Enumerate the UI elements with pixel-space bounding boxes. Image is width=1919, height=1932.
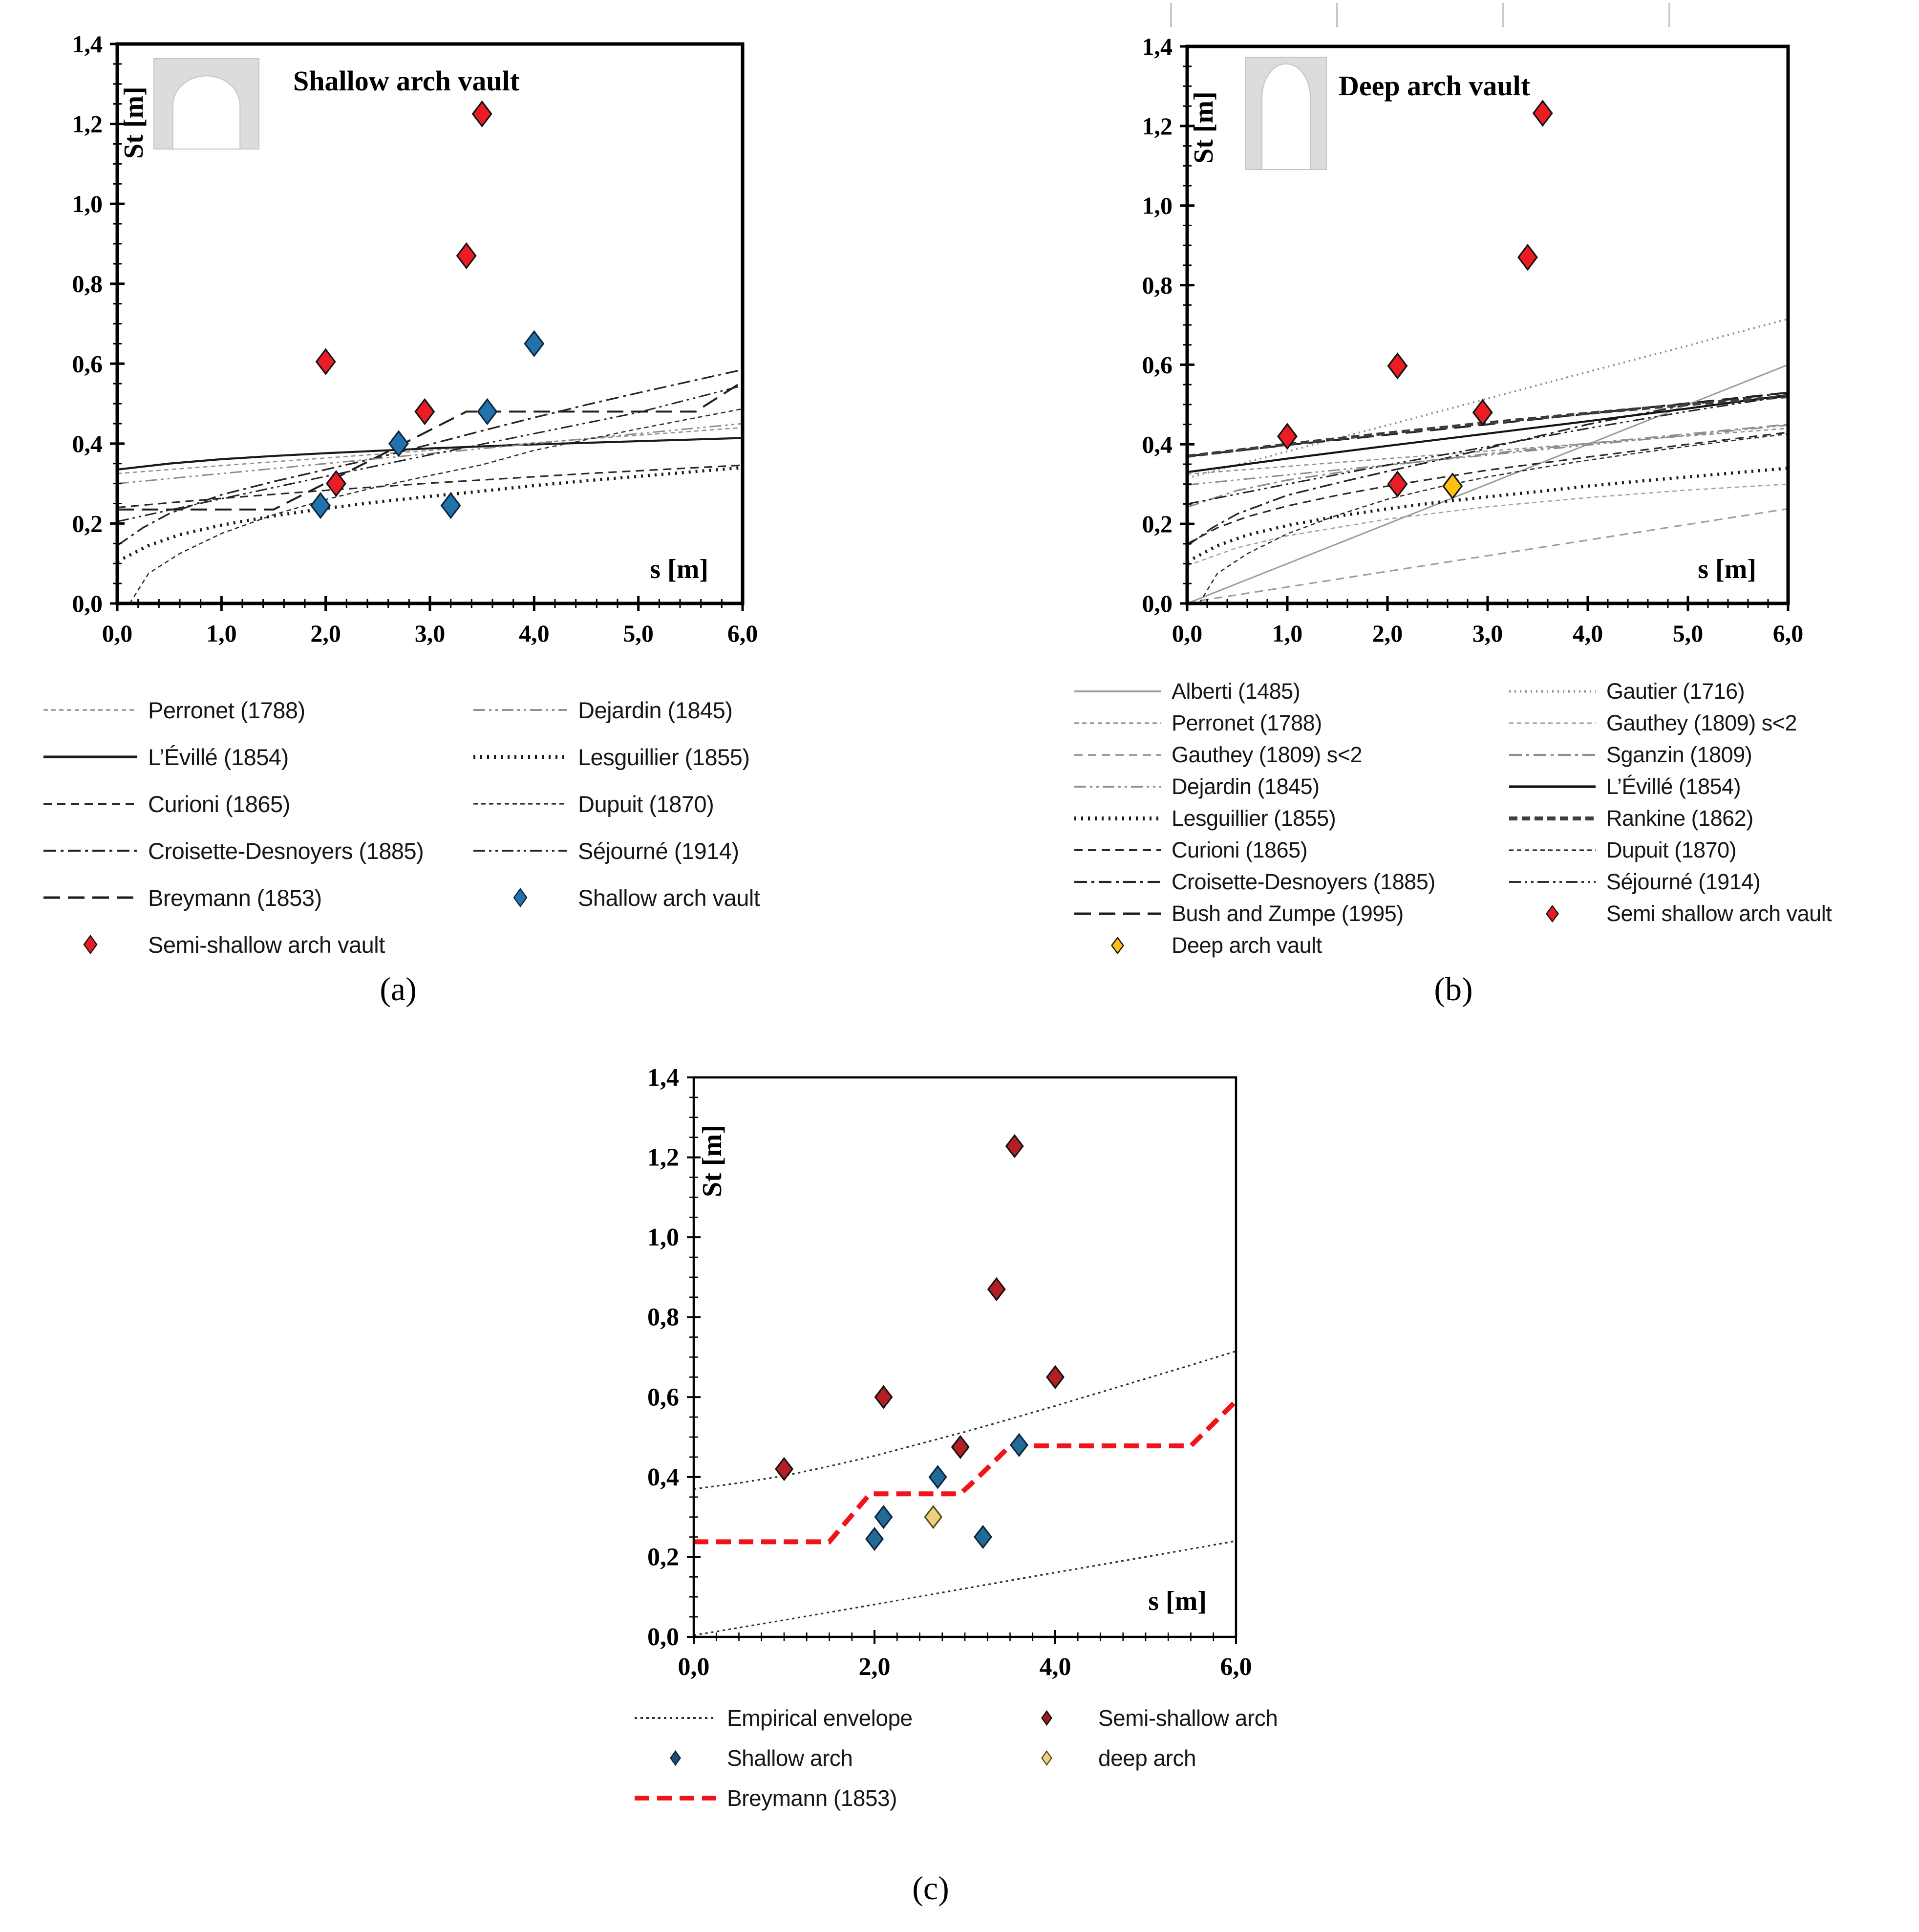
svg-text:1,4: 1,4 bbox=[647, 1064, 679, 1092]
svg-text:3,0: 3,0 bbox=[414, 620, 446, 647]
scatter-semi-shallow-arch-vault bbox=[317, 102, 491, 496]
scatter-deep-arch-vault bbox=[1443, 474, 1462, 498]
legend-label: Dejardin (1845) bbox=[578, 697, 733, 723]
legend-label: Séjourné (1914) bbox=[578, 837, 739, 864]
legend-line-swatch bbox=[1507, 871, 1598, 893]
diamond-marker-icon bbox=[1518, 245, 1537, 270]
svg-text:6,0: 6,0 bbox=[1220, 1653, 1252, 1681]
svg-text:1,0: 1,0 bbox=[1272, 620, 1303, 647]
legend-item-croisette-desnoyers-1885 bbox=[42, 827, 471, 874]
svg-text:1,4: 1,4 bbox=[72, 30, 103, 58]
legend-deep-chart bbox=[1072, 675, 1918, 961]
svg-text:0,6: 0,6 bbox=[1142, 351, 1173, 379]
legend-label: Dejardin (1845) bbox=[1172, 773, 1320, 799]
svg-text:0,8: 0,8 bbox=[72, 270, 103, 298]
legend-line-swatch bbox=[471, 699, 569, 721]
legend-item-semi-shallow-arch-vault bbox=[1507, 898, 1918, 929]
caption-a: (a) bbox=[380, 970, 417, 1008]
diamond-marker-icon bbox=[525, 331, 543, 356]
line-empirical-envelope-upper bbox=[694, 1351, 1236, 1489]
svg-text:0,0: 0,0 bbox=[678, 1653, 710, 1681]
x-axis-label: s [m] bbox=[1698, 554, 1756, 584]
legend-item-curioni-1865 bbox=[1072, 834, 1507, 866]
chart-title: Shallow arch vault bbox=[293, 65, 520, 97]
legend-item-l-vill-1854 bbox=[42, 733, 471, 780]
legend-shallow-chart bbox=[42, 687, 833, 968]
legend-line-swatch bbox=[42, 886, 139, 909]
legend-item-empirical-envelope bbox=[633, 1698, 1004, 1738]
legend-item-dupuit-1870 bbox=[1507, 834, 1918, 866]
diamond-marker-icon bbox=[1006, 1136, 1023, 1157]
legend-label: Lesguillier (1855) bbox=[1172, 805, 1336, 831]
diamond-marker-icon bbox=[633, 1747, 718, 1769]
diamond-marker-icon bbox=[930, 1466, 946, 1488]
svg-text:5,0: 5,0 bbox=[1672, 620, 1704, 647]
diamond-marker-icon bbox=[988, 1278, 1005, 1300]
legend-item-s-journ-1914 bbox=[471, 827, 833, 874]
chart-deep-arch-vault bbox=[1099, 15, 1808, 677]
scatter-semi-shallow-arch bbox=[776, 1136, 1064, 1480]
diamond-marker-icon bbox=[42, 933, 139, 956]
svg-text:1,2: 1,2 bbox=[72, 110, 103, 138]
legend-label: Gautier (1716) bbox=[1606, 678, 1745, 704]
diamond-marker-icon bbox=[1388, 472, 1407, 496]
legend-label: Semi-shallow arch bbox=[1098, 1705, 1278, 1731]
legend-line-swatch bbox=[1507, 839, 1598, 861]
legend-item-l-vill-1854 bbox=[1507, 771, 1918, 802]
legend-label: Lesguillier (1855) bbox=[578, 744, 750, 770]
svg-text:6,0: 6,0 bbox=[1772, 620, 1804, 647]
diamond-marker-icon bbox=[471, 886, 569, 909]
svg-text:0,2: 0,2 bbox=[72, 510, 103, 537]
diamond-marker-icon bbox=[1072, 935, 1163, 956]
svg-text:2,0: 2,0 bbox=[1372, 620, 1403, 647]
legend-label: Empirical envelope bbox=[727, 1705, 913, 1731]
legend-item-croisette-desnoyers-1885 bbox=[1072, 866, 1507, 898]
legend-label: Alberti (1485) bbox=[1172, 678, 1301, 704]
legend-item-bush-and-zumpe-1995 bbox=[1072, 898, 1507, 929]
legend-line-swatch bbox=[1072, 744, 1163, 766]
legend-item-deep-arch bbox=[1004, 1738, 1326, 1778]
legend-line-swatch bbox=[1507, 712, 1598, 734]
chart-title: Deep arch vault bbox=[1339, 70, 1531, 102]
diamond-marker-icon bbox=[389, 431, 408, 456]
legend-item-dupuit-1870 bbox=[471, 780, 833, 827]
x-axis-label: s [m] bbox=[1148, 1586, 1207, 1616]
plot-border bbox=[1187, 46, 1788, 603]
legend-line-swatch bbox=[633, 1707, 718, 1729]
caption-b: (b) bbox=[1434, 970, 1473, 1008]
svg-text:4,0: 4,0 bbox=[1572, 620, 1603, 647]
legend-line-swatch bbox=[42, 699, 139, 721]
svg-text:1,0: 1,0 bbox=[1142, 192, 1173, 219]
line-lesguillier-1855 bbox=[1187, 468, 1788, 561]
y-tick-labels bbox=[1142, 33, 1173, 617]
legend-line-swatch bbox=[1072, 903, 1163, 924]
legend-item-dejardin-1845 bbox=[1072, 771, 1507, 802]
svg-text:5,0: 5,0 bbox=[623, 620, 654, 647]
line-lesguillier-1855 bbox=[117, 468, 743, 561]
legend-item-s-journ-1914 bbox=[1507, 866, 1918, 898]
plot-border bbox=[694, 1077, 1236, 1637]
legend-label: Dupuit (1870) bbox=[578, 791, 714, 817]
legend-line-swatch bbox=[1072, 808, 1163, 829]
legend-item-perronet-1788 bbox=[1072, 707, 1507, 739]
legend-item-shallow-arch bbox=[633, 1738, 1004, 1778]
caption-c: (c) bbox=[912, 1869, 949, 1907]
svg-text:0,2: 0,2 bbox=[1142, 510, 1173, 538]
legend-label: Semi shallow arch vault bbox=[1606, 901, 1832, 926]
line-sganzin-1809 bbox=[1187, 425, 1788, 507]
diamond-marker-icon bbox=[952, 1437, 969, 1458]
legend-label: Semi-shallow arch vault bbox=[148, 931, 385, 958]
svg-text:0,0: 0,0 bbox=[72, 590, 103, 617]
diamond-marker-icon bbox=[866, 1528, 883, 1550]
y-axis-label: St [m] bbox=[697, 1125, 727, 1197]
svg-text:4,0: 4,0 bbox=[1039, 1653, 1071, 1681]
diamond-marker-icon bbox=[317, 349, 335, 374]
legend-line-swatch bbox=[42, 746, 139, 768]
legend-line-swatch bbox=[1072, 839, 1163, 861]
diamond-marker-icon bbox=[1004, 1747, 1089, 1769]
line-series-group bbox=[117, 370, 743, 603]
legend-item-semi-shallow-arch-vault bbox=[42, 921, 471, 968]
legend-item-gauthey-1809-s-2 bbox=[1072, 739, 1507, 771]
diamond-marker-icon bbox=[875, 1506, 892, 1528]
x-tick-labels bbox=[1172, 620, 1804, 647]
legend-label: Perronet (1788) bbox=[148, 697, 305, 723]
x-axis-label: s [m] bbox=[650, 554, 708, 584]
legend-item-deep-arch-vault bbox=[1072, 929, 1507, 961]
svg-text:2,0: 2,0 bbox=[310, 620, 341, 647]
legend-item-breymann-1853 bbox=[42, 874, 471, 921]
svg-text:0,0: 0,0 bbox=[1172, 620, 1203, 647]
legend-label: Croisette-Desnoyers (1885) bbox=[148, 837, 424, 864]
svg-text:1,4: 1,4 bbox=[1142, 33, 1173, 60]
svg-text:3,0: 3,0 bbox=[1472, 620, 1503, 647]
deep-arch-icon bbox=[1246, 57, 1326, 170]
svg-text:0,0: 0,0 bbox=[647, 1623, 679, 1651]
diamond-marker-icon bbox=[415, 399, 434, 424]
shallow-arch-icon bbox=[154, 59, 259, 149]
legend-label: Gauthey (1809) s<2 bbox=[1606, 710, 1797, 735]
chart-envelope-summary bbox=[601, 1048, 1260, 1710]
scatter-deep-arch bbox=[925, 1506, 941, 1528]
svg-text:0,8: 0,8 bbox=[1142, 271, 1173, 299]
legend-line-swatch bbox=[633, 1787, 718, 1809]
y-axis-label: St [m] bbox=[1189, 91, 1219, 164]
svg-text:0,2: 0,2 bbox=[647, 1543, 679, 1571]
svg-text:1,0: 1,0 bbox=[72, 190, 103, 218]
legend-item-lesguillier-1855 bbox=[471, 733, 833, 780]
svg-text:6,0: 6,0 bbox=[727, 620, 758, 647]
legend-label: Shallow arch vault bbox=[578, 884, 760, 911]
legend-line-swatch bbox=[1072, 776, 1163, 797]
svg-text:2,0: 2,0 bbox=[858, 1653, 891, 1681]
legend-line-swatch bbox=[1507, 776, 1598, 797]
diamond-marker-icon bbox=[1534, 101, 1552, 126]
y-axis-label: St [m] bbox=[119, 86, 149, 159]
legend-label: Breymann (1853) bbox=[148, 884, 322, 911]
legend-label: Perronet (1788) bbox=[1172, 710, 1322, 735]
legend-label: Curioni (1865) bbox=[1172, 837, 1308, 862]
legend-line-swatch bbox=[1072, 681, 1163, 702]
legend-line-swatch bbox=[471, 746, 569, 768]
diamond-marker-icon bbox=[478, 399, 496, 424]
diamond-marker-icon bbox=[1443, 474, 1462, 498]
svg-text:0,6: 0,6 bbox=[72, 350, 103, 378]
legend-line-swatch bbox=[1507, 808, 1598, 829]
line-breymann-1853 bbox=[694, 1401, 1236, 1542]
legend-line-swatch bbox=[1072, 712, 1163, 734]
diamond-marker-icon bbox=[975, 1526, 991, 1548]
diamond-marker-icon bbox=[1473, 400, 1492, 425]
diamond-marker-icon bbox=[1004, 1707, 1089, 1729]
legend-summary-chart bbox=[633, 1698, 1326, 1818]
svg-text:0,4: 0,4 bbox=[1142, 430, 1173, 458]
x-tick-labels bbox=[678, 1653, 1252, 1681]
svg-text:1,0: 1,0 bbox=[647, 1224, 679, 1252]
diamond-marker-icon bbox=[311, 494, 330, 518]
legend-item-rankine-1862 bbox=[1507, 802, 1918, 834]
svg-text:1,2: 1,2 bbox=[1142, 112, 1173, 140]
svg-text:0,6: 0,6 bbox=[647, 1383, 679, 1412]
legend-label: Deep arch vault bbox=[1172, 932, 1322, 958]
legend-label: deep arch bbox=[1098, 1745, 1196, 1771]
legend-item-curioni-1865 bbox=[42, 780, 471, 827]
svg-text:0,4: 0,4 bbox=[647, 1463, 679, 1491]
svg-text:0,8: 0,8 bbox=[647, 1303, 679, 1331]
diamond-marker-icon bbox=[1507, 903, 1598, 924]
axis-ticks bbox=[110, 44, 743, 611]
diamond-marker-icon bbox=[457, 243, 476, 268]
diamond-marker-icon bbox=[1047, 1366, 1064, 1388]
legend-label: Séjourné (1914) bbox=[1606, 869, 1761, 894]
diamond-marker-icon bbox=[925, 1506, 941, 1528]
legend-item-semi-shallow-arch bbox=[1004, 1698, 1326, 1738]
axis-ticks bbox=[1180, 46, 1788, 611]
legend-label: Croisette-Desnoyers (1885) bbox=[1172, 869, 1435, 894]
line-perronet-1788 bbox=[117, 428, 743, 473]
legend-item-shallow-arch-vault bbox=[471, 874, 833, 921]
svg-text:1,2: 1,2 bbox=[647, 1143, 679, 1172]
diamond-marker-icon bbox=[875, 1386, 892, 1408]
legend-label: Sganzin (1809) bbox=[1606, 742, 1752, 767]
legend-item-dejardin-1845 bbox=[471, 687, 833, 733]
legend-item-gautier-1716 bbox=[1507, 675, 1918, 707]
legend-label: Gauthey (1809) s<2 bbox=[1172, 742, 1363, 767]
legend-item-breymann-1853 bbox=[633, 1778, 1004, 1818]
chart-shallow-arch-vault bbox=[27, 15, 769, 677]
legend-line-swatch bbox=[471, 839, 569, 862]
svg-text:4,0: 4,0 bbox=[519, 620, 550, 647]
svg-text:0,4: 0,4 bbox=[72, 429, 103, 457]
svg-text:0,0: 0,0 bbox=[102, 620, 133, 647]
legend-line-swatch bbox=[1507, 744, 1598, 766]
legend-label: Dupuit (1870) bbox=[1606, 837, 1737, 862]
legend-item-alberti-1485 bbox=[1072, 675, 1507, 707]
legend-item-gauthey-1809-s-2 bbox=[1507, 707, 1918, 739]
legend-label: Rankine (1862) bbox=[1606, 805, 1753, 831]
plot-border bbox=[117, 44, 743, 603]
legend-line-swatch bbox=[1072, 871, 1163, 893]
legend-label: Bush and Zumpe (1995) bbox=[1172, 901, 1404, 926]
line-croisette-desnoyers-1885 bbox=[117, 370, 743, 546]
diamond-marker-icon bbox=[1388, 354, 1407, 378]
x-tick-labels bbox=[102, 620, 758, 647]
y-tick-labels bbox=[72, 30, 103, 617]
legend-label: L’Évillé (1854) bbox=[148, 744, 289, 770]
scatter-shallow-arch-vault bbox=[311, 331, 543, 517]
legend-line-swatch bbox=[1507, 681, 1598, 702]
legend-item-sganzin-1809 bbox=[1507, 739, 1918, 771]
legend-item-lesguillier-1855 bbox=[1072, 802, 1507, 834]
legend-label: Shallow arch bbox=[727, 1745, 853, 1771]
line-breymann-1853 bbox=[117, 382, 743, 510]
line-perronet-1788 bbox=[1187, 429, 1788, 474]
diamond-marker-icon bbox=[473, 102, 491, 126]
legend-line-swatch bbox=[42, 793, 139, 815]
diamond-marker-icon bbox=[1011, 1434, 1027, 1456]
diamond-marker-icon bbox=[776, 1459, 792, 1480]
svg-text:0,0: 0,0 bbox=[1142, 590, 1173, 617]
y-tick-labels bbox=[647, 1064, 679, 1651]
axis-ticks bbox=[687, 1077, 1236, 1644]
diamond-marker-icon bbox=[442, 494, 460, 518]
legend-label: Curioni (1865) bbox=[148, 791, 290, 817]
legend-item-perronet-1788 bbox=[42, 687, 471, 733]
legend-line-swatch bbox=[42, 839, 139, 862]
legend-label: L’Évillé (1854) bbox=[1606, 773, 1741, 799]
legend-line-swatch bbox=[471, 793, 569, 815]
svg-text:1,0: 1,0 bbox=[206, 620, 237, 647]
line-gautier-1716 bbox=[1187, 319, 1788, 478]
legend-label: Breymann (1853) bbox=[727, 1785, 897, 1811]
